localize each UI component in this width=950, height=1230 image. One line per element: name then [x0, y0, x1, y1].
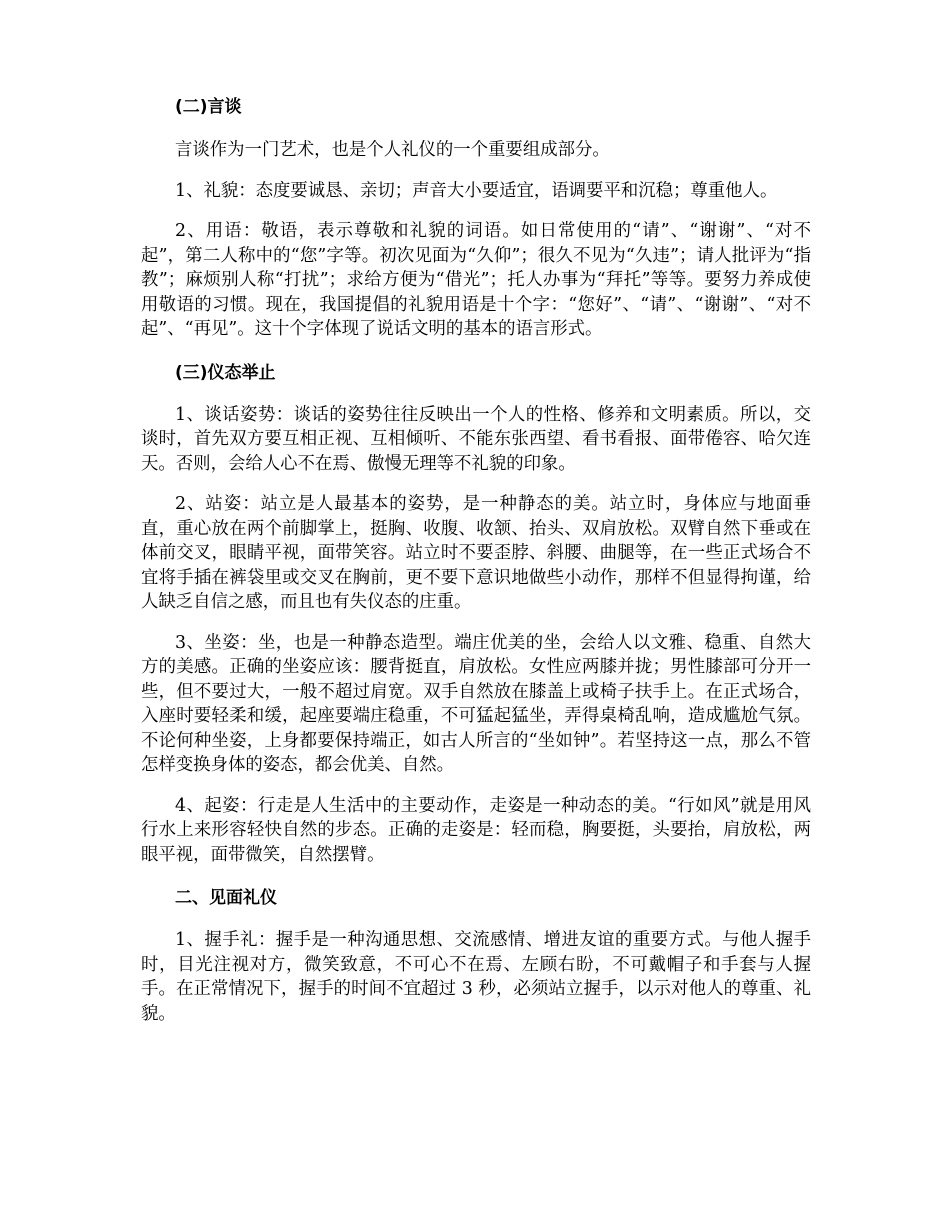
paragraph-yitai-walking: 4、起姿：行走是人生活中的主要动作，走姿是一种动态的美。“行如风”就是用风行水上来形容轻快自然的步态。正确的走姿是：轻而稳，胸要挺，头要抬，肩放松，两眼平视，面带微笑，自然摆臂。	[141, 795, 811, 865]
section-heading-yantan: (二)言谈	[175, 97, 242, 117]
paragraph-yantan-honorifics: 2、用语：敬语，表示尊敬和礼貌的词语。如日常使用的“请”、“谢谢”、“对不起”，第二人称中的“您”字等。初次见面为“久仰”；很久不见为“久违”；请人批评为“指教”；麻烦别人称“打扰”；求给方便为“借光”；托人办事为“拜托”等等。要努力养成使用敬语的习惯。现在，我国提倡的礼貌用语是十个字：“您好”、“请”、“谢谢”、“对不起”、“再见”。这十个字体现了说话文明的基本的语言形式。	[141, 221, 811, 339]
paragraph-jianmian-handshake: 1、握手礼：握手是一种沟通思想、交流感情、增进友谊的重要方式。与他人握手时，目光注视对方，微笑致意，不可心不在焉、左顾右盼，不可戴帽子和手套与人握手。在正常情况下，握手的时间不宜超过 3 秒，必须站立握手，以示对他人的尊重、礼貌。	[141, 930, 811, 1024]
paragraph-yantan-courtesy: 1、礼貌：态度要诚恳、亲切；声音大小要适宜，语调要平和沉稳；尊重他人。	[175, 180, 778, 201]
paragraph-yitai-talking-posture: 1、谈话姿势：谈话的姿势往往反映出一个人的性格、修养和文明素质。所以，交谈时，首先双方要互相正视、互相倾听、不能东张西望、看书看报、面带倦容、哈欠连天。否则，会给人心不在焉、傲慢无理等不礼貌的印象。	[141, 404, 811, 474]
section-heading-jianmian: 二、见面礼仪	[175, 888, 277, 908]
paragraph-yitai-sitting: 3、坐姿：坐，也是一种静态造型。端庄优美的坐，会给人以文雅、稳重、自然大方的美感。正确的坐姿应该：腰背挺直，肩放松。女性应两膝并拢；男性膝部可分开一些，但不要过大，一般不超过肩宽。双手自然放在膝盖上或椅子扶手上。在正式场合，入座时要轻柔和缓，起座要端庄稳重，不可猛起猛坐，弄得桌椅乱响，造成尴尬气氛。不论何种坐姿，上身都要保持端正，如古人所言的“坐如钟”。若坚持这一点，那么不管怎样变换身体的姿态，都会优美、自然。	[141, 632, 811, 775]
document-body	[141, 92, 811, 1026]
paragraph-yitai-standing: 2、站姿：站立是人最基本的姿势，是一种静态的美。站立时，身体应与地面垂直，重心放在两个前脚掌上，挺胸、收腹、收颔、抬头、双肩放松。双臂自然下垂或在体前交叉，眼睛平视，面带笑容。站立时不要歪脖、斜腰、曲腿等，在一些正式场合不宜将手插在裤袋里或交叉在胸前，更不要下意识地做些小动作，那样不但显得拘谨，给人缺乏自信之感，而且也有失仪态的庄重。	[141, 494, 811, 612]
section-heading-yitai: (三)仪态举止	[175, 362, 276, 383]
paragraph-yantan-intro: 言谈作为一门艺术，也是个人礼仪的一个重要组成部分。	[175, 140, 610, 160]
